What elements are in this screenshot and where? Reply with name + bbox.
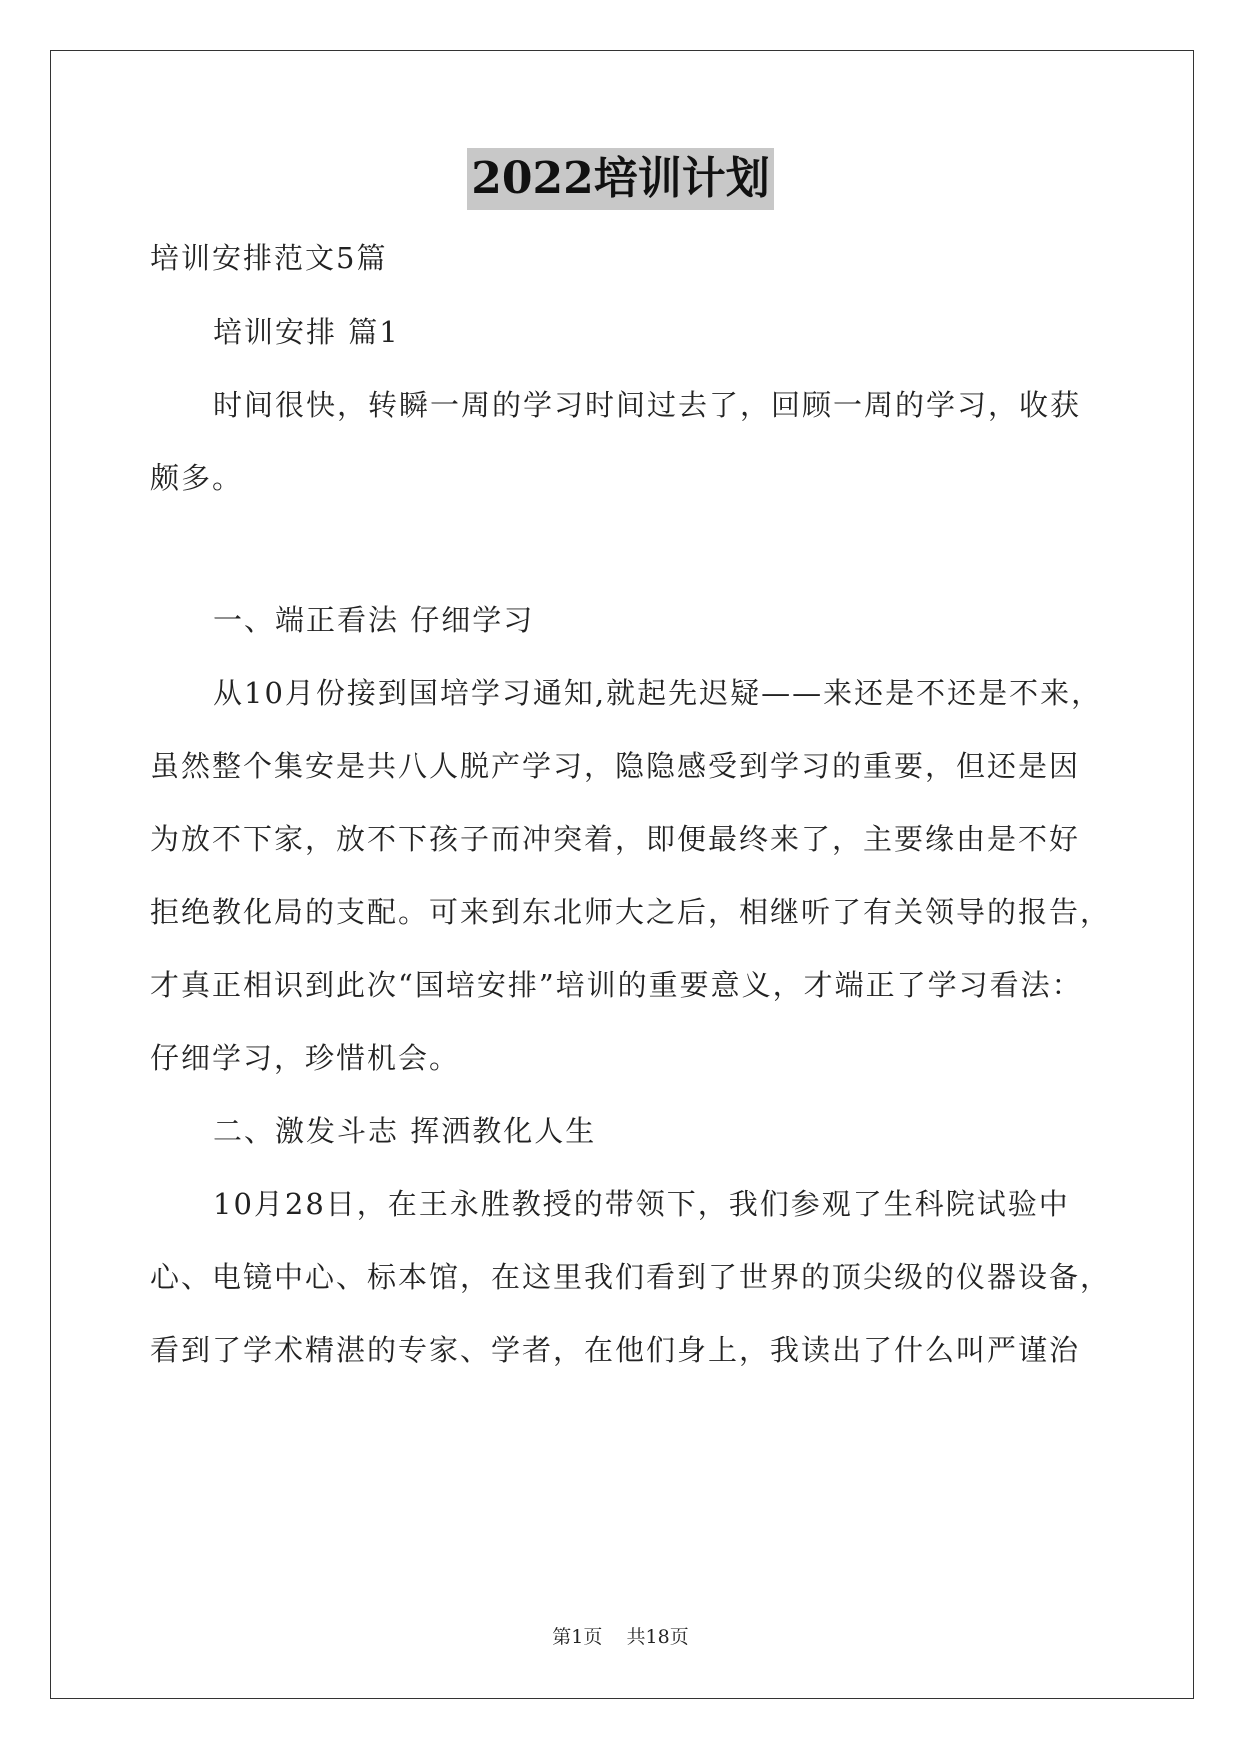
page-footer — [0, 1622, 1241, 1649]
title-container — [0, 148, 1241, 210]
document-title: 2022培训计划 — [467, 148, 773, 210]
paragraph-line: 才真正相识到此次“国培安排”培训的重要意义，才端正了学习看法： — [150, 968, 1083, 1002]
paragraph-line: 拒绝教化局的支配。可来到东北师大之后，相继听了有关领导的报告， — [150, 895, 1112, 929]
paragraph-line: 仔细学习，珍惜机会。 — [150, 1041, 461, 1075]
paragraph-line: 看到了学术精湛的专家、学者，在他们身上，我读出了什么叫严谨治 — [150, 1333, 1081, 1367]
document-subtitle: 培训安排范文5篇 — [150, 241, 388, 275]
paragraph-line: 为放不下家，放不下孩子而冲突着，即便最终来了，主要缘由是不好 — [150, 822, 1081, 856]
paragraph-line: 心、电镜中心、标本馆，在这里我们看到了世界的顶尖级的仪器设备， — [150, 1260, 1112, 1294]
paragraph-line: 时间很快，转瞬一周的学习时间过去了，回顾一周的学习，收获 — [213, 388, 1082, 422]
paragraph-line: 颇多。 — [150, 461, 244, 495]
page-number: 第1页 — [552, 1626, 603, 1648]
page-total: 共18页 — [626, 1626, 689, 1648]
section-heading: 二、激发斗志 挥洒教化人生 — [213, 1114, 597, 1148]
article-heading: 培训安排 篇1 — [213, 315, 400, 349]
paragraph-line: 虽然整个集安是共八人脱产学习，隐隐感受到学习的重要，但还是因 — [150, 749, 1081, 783]
paragraph-line: 从10月份接到国培学习通知,就起先迟疑——来还是不还是不来， — [213, 676, 1103, 710]
page-border — [50, 50, 1194, 1699]
paragraph-line: 10月28日，在王永胜教授的带领下，我们参观了生科院试验中 — [213, 1187, 1070, 1221]
section-heading: 一、端正看法 仔细学习 — [213, 603, 535, 637]
